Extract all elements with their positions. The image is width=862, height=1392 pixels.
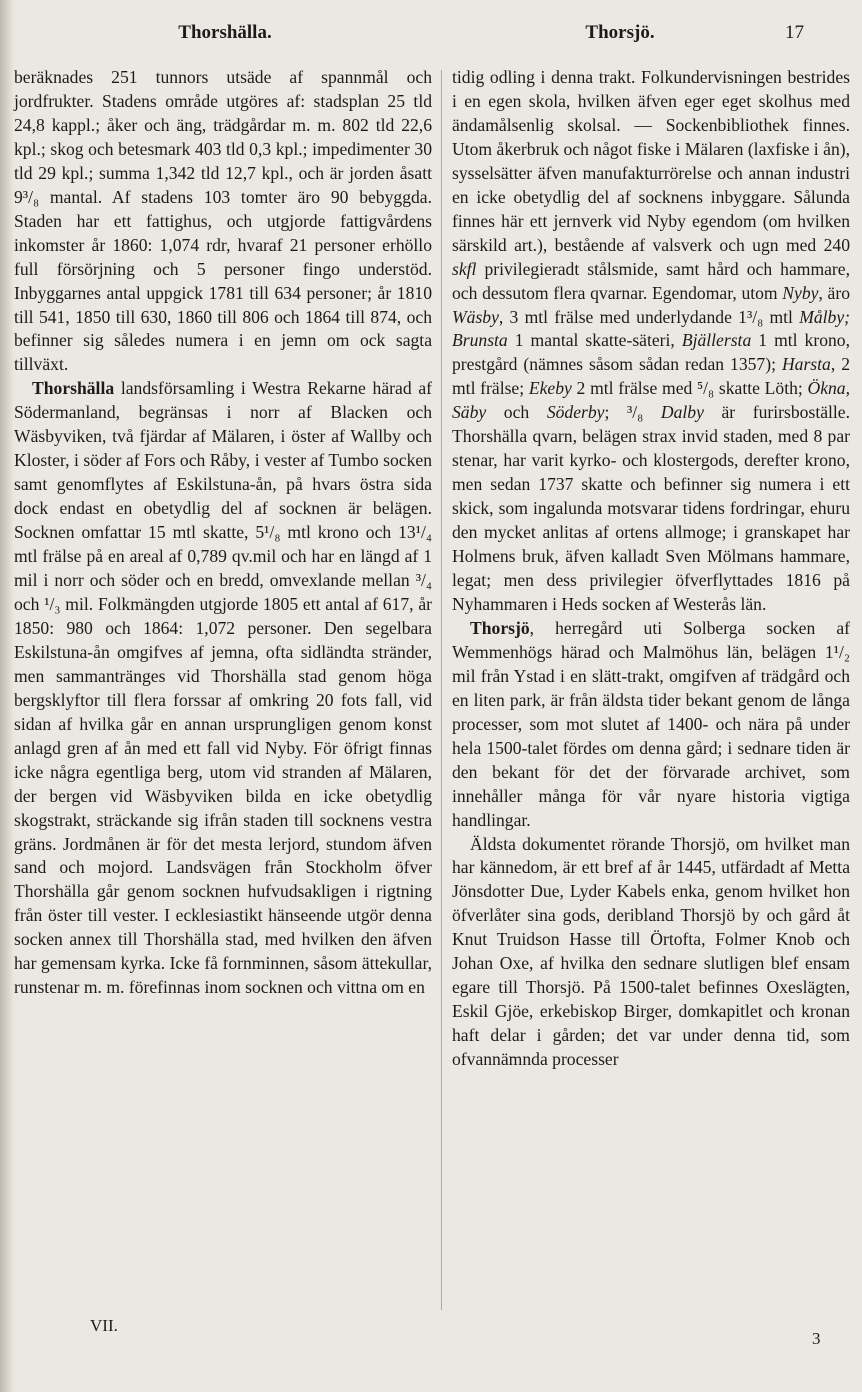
italic-run: Bjällersta bbox=[681, 330, 752, 351]
running-header bbox=[0, 22, 862, 52]
italic-run: Söderby bbox=[546, 402, 605, 423]
italic-run: Ökna, Säby bbox=[452, 378, 851, 423]
entry-heading-thorshalla: Thorshälla bbox=[32, 378, 115, 399]
page-spine-shadow bbox=[0, 0, 14, 1392]
right-paragraph-2 bbox=[452, 617, 850, 833]
text-run: , äro bbox=[818, 282, 850, 303]
italic-run: Målby; Brunsta bbox=[452, 306, 850, 351]
header-right-title: Thorsjö. bbox=[585, 22, 655, 43]
text-run: 2 mtl frälse med ⁵/₈ skatte Löth; bbox=[571, 378, 808, 399]
text-run: 1 mtl krono, prestgård (nämnes såsom sådan redan 1357); bbox=[452, 330, 850, 375]
text-run: är furirsboställe. Thorshälla qvarn, belägen strax invid staden, med 8 par stenar, har varit kyrko- och klostergods, derefter krono, men sedan 1737 skatte och befinner sig numera i ett skick, som ingalunda motsvarar tidens fordringar, ehuru den mycket anlitas af ortens allmoge; i granskapet har Holmens bruk, äfven kalladt Sven Mölmans hammare, legat; men dess privilegier öfverflyttades 1816 på Nyhammaren i Heds socken af Westerås län. bbox=[452, 402, 851, 614]
text-run: , 2 mtl frälse; bbox=[452, 354, 850, 399]
left-paragraph-2 bbox=[14, 377, 432, 1000]
text-run: privilegieradt stålsmide, samt hård och hammare, och dessutom flera qvarnar. Egendomar, utom bbox=[452, 258, 850, 303]
right-column bbox=[452, 66, 850, 1072]
entry-heading-thorsjo: Thorsjö bbox=[470, 617, 530, 638]
text-run: 1 mantal skatte-säteri, bbox=[507, 330, 682, 351]
signature-mark: VII. bbox=[90, 1316, 118, 1335]
italic-run: Harsta bbox=[781, 354, 831, 375]
text-run: tidig odling i denna trakt. Folkundervisningen bestrides i en egen skola, hvilken äfven eger eget skolhus med ändamålsenlig skolsal. — Sockenbibliothek finnes. Utom åkerbruk och något fiske i Mälaren (laxfiske i ån), sysselsätter äfven manufakturrörelse och annan industri en icke obetydlig del af socknens inbyggare. Sålunda finnes här ett jernverk vid Nyby egendom (om hvilken särskild art.), bestående af valsverk och ugn med 240 bbox=[452, 67, 850, 255]
italic-run: Wäsby bbox=[452, 306, 499, 327]
text-run: , 3 mtl frälse med underlydande 1³/₈ mtl bbox=[498, 306, 800, 327]
left-column bbox=[14, 66, 432, 1000]
text-run: ; ³/₈ bbox=[604, 402, 661, 423]
page-number: 17 bbox=[785, 22, 804, 43]
right-paragraph-3: Äldsta dokumentet rörande Thorsjö, om hvilket man har kännedom, är ett bref af år 1445, utfärdadt af Metta Jönsdotter Due, Lyder Kabels enka, genom hvilket hon öfverlåter sina gods, deribland Thorsjö by och gård åt Knut Truidson Hasse till Örtofta, Folmer Knob och Johan Oxe, af hvilka den sednare slutligen blef ensam egare till Thorsjö. På 1500-talet befinnes Oxeslägten, Eskil Gjöe, erkebiskop Birger, domkapitlet och kronan haft delar i gården; det var under denna tid, som ofvannämnda processer bbox=[452, 833, 850, 1070]
italic-run: skfl bbox=[452, 258, 477, 279]
header-left-title: Thorshälla. bbox=[178, 22, 272, 43]
bottom-signature-number: 3 bbox=[812, 1329, 821, 1348]
column-divider bbox=[441, 70, 442, 1310]
left-paragraph-2-body: landsförsamling i Westra Rekarne härad af Södermanland, begränsas i norr af Blacken och Wäsbyviken, två fjärdar af Mälaren, i öster af Wallby och Kloster, i söder af Fors och Råby, i vester af Tumbo socken samt genomflytes af Eskilstuna-ån, på hvars östra sida dock endast en obetydlig del af socknen är belägen. Socknen omfattar 15 mtl skatte, 5¹/₈ mtl krono och 13¹/₄ mtl frälse på en areal af 0,789 qv.mil och har en längd af 1 mil i norr och söder och en bredd, omvexlande mellan ³/₄ och ¹/₃ mil. Folkmängden utgjorde 1805 ett antal af 617, år 1850: 980 och 1864: 1,072 personer. Den segelbara Eskilstuna-ån omgifves af jemna, ofta sidländta stränder, men sammantränges vid Thorshälla stad genom höga bergsklyftor till flera forssar af omkring 20 fots fall, vid sidan af hvilka går en annan ursprungligen genom konst anlagd gren af ån med ett fall vid Nyby. För öfrigt finnas icke några egentliga berg, utom vid stranden af Mälaren, der bergen vid Wäsbyviken bilda en icke obetydlig skogstrakt, sträckande sig ifrån staden till socknens vestra gräns. Jordmånen är för det mesta lerjord, stundom äfven sand och mojord. Landsvägen från Stockholm öfver Thorshälla går genom socknen hufvudsakligen i rigtning från öster till vester. I ecklesiastikt hänseende utgör denna socken annex till Thorshälla stad, med hvilken den äfven har gemensam kyrka. Icke få fornminnen, såsom ättekullar, runstenar m. m. förefinnas inom socknen och vittna om en bbox=[14, 378, 432, 998]
right-paragraph-1 bbox=[452, 66, 850, 617]
italic-run: Dalby bbox=[660, 402, 704, 423]
text-run: och bbox=[486, 402, 547, 423]
italic-run: Ekeby bbox=[528, 378, 572, 399]
left-paragraph-1: beräknades 251 tunnors utsäde af spannmål och jordfrukter. Stadens område utgöres af: stadsplan 25 tld 24,8 kappl.; åker och äng, trädgårdar m. m. 802 tld 22,6 kpl.; skog och betesmark 403 tld 0,3 kpl.; impedimenter 30 tld 29 kpl.; summa 1,342 tld 12,7 kpl., och är jorden åsatt 9³/₈ mantal. Af stadens 103 tomter äro 90 bebyggda. Staden har ett fattighus, och utgjorde fattigvårdens inkomster år 1860: 1,074 rdr, hvaraf 21 personer erhöllo full försörjning och 5 personer fingo understöd. Inbyggarnes antal uppgick 1781 till 634 personer; år 1810 till 541, 1850 till 630, 1860 till 806 och 1864 till 874, och befinner sig således numera i en jemn om ock sagta tillväxt. bbox=[14, 67, 432, 375]
right-paragraph-2-body: , herregård uti Solberga socken af Wemmenhögs härad och Malmöhus län, belägen 1¹/₂ mil från Ystad i en slätt-trakt, omgifven af trädgård och en liten park, är från äldsta tider bekant genom de långa processer, som mot slutet af 1400- och nära på under hela 1500-talet fördes om denna gård; i sednare tiden är den bekant för det der förvarade archivet, som innehåller många för vår nyare historia vigtiga handlingar. bbox=[452, 617, 850, 830]
italic-run: Nyby bbox=[782, 282, 819, 303]
